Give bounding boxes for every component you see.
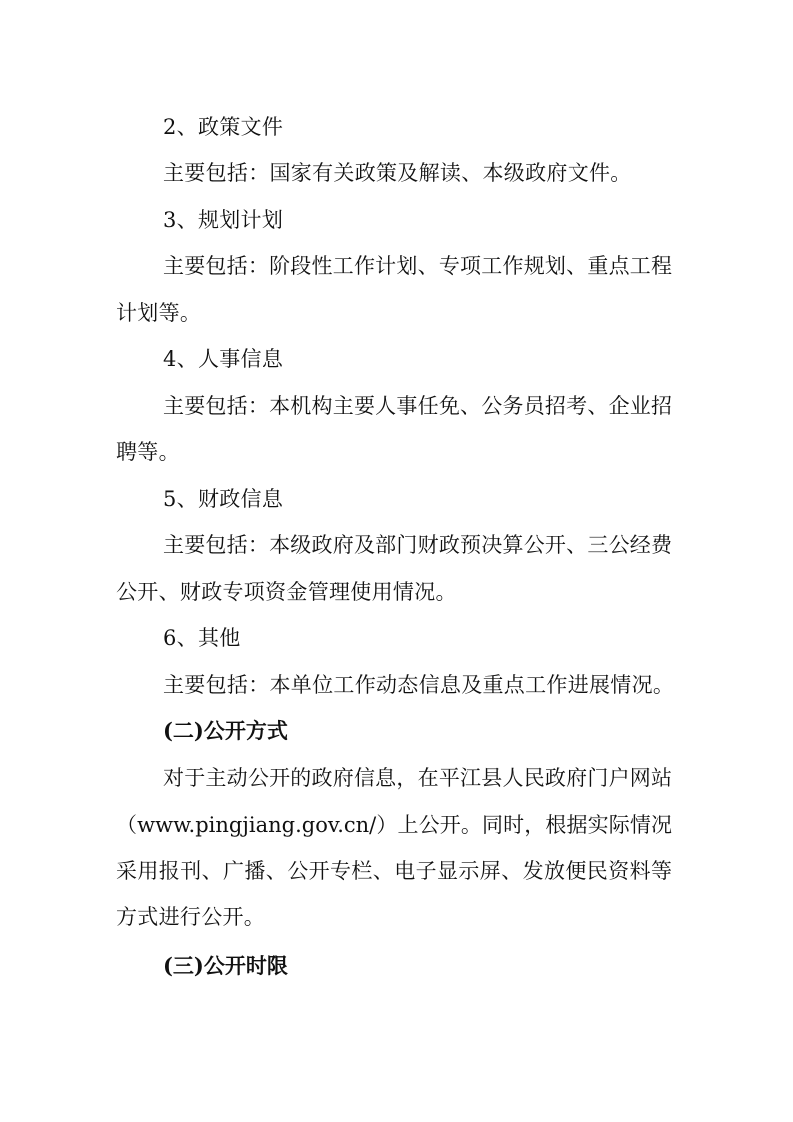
paragraph-line: 主要包括：本机构主要人事任免、公务员招考、企业招	[163, 394, 672, 418]
paragraph-line: 主要包括：阶段性工作计划、专项工作规划、重点工程	[163, 254, 672, 278]
section-heading-disclosure-time-limit: (三)公开时限	[163, 954, 288, 978]
paragraph-line: 聘等。	[116, 440, 180, 464]
paragraph-line: 计划等。	[116, 301, 202, 325]
item-heading-planning: 3、规划计划	[163, 208, 284, 232]
item-heading-other: 6、其他	[163, 626, 241, 650]
paragraph-line: 采用报刊、广播、公开专栏、电子显示屏、发放便民资料等	[116, 859, 672, 883]
section-heading-disclosure-method: (二)公开方式	[163, 719, 288, 743]
paragraph-line: 主要包括：本级政府及部门财政预决算公开、三公经费	[163, 533, 672, 557]
item-heading-policy-files: 2、政策文件	[163, 115, 284, 139]
paragraph-line: 公开、财政专项资金管理使用情况。	[116, 580, 457, 604]
paragraph-line: 主要包括：本单位工作动态信息及重点工作进展情况。	[163, 673, 675, 697]
paragraph-line-website: （www.pingjiang.gov.cn/）上公开。同时，根据实际情况	[116, 813, 672, 837]
paragraph-line: 对于主动公开的政府信息，在平江县人民政府门户网站	[163, 766, 672, 790]
paragraph-line: 方式进行公开。	[116, 905, 266, 929]
item-heading-personnel: 4、人事信息	[163, 347, 284, 371]
paragraph-line: 主要包括：国家有关政策及解读、本级政府文件。	[163, 161, 632, 185]
item-heading-finance: 5、财政信息	[163, 487, 284, 511]
